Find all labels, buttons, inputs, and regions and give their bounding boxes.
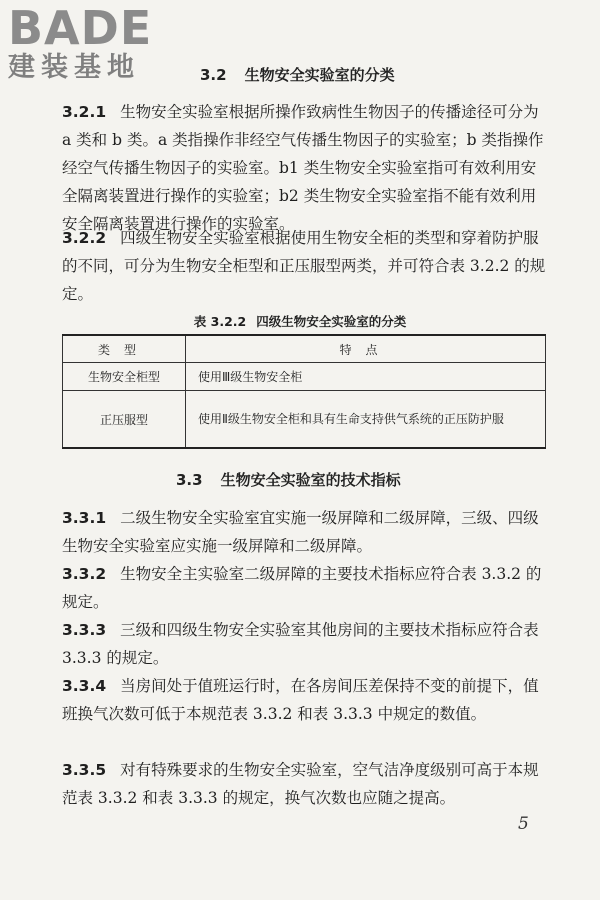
clause-text: 四级生物安全实验室根据使用生物安全柜的类型和穿着防护服的不同，可分为生物安全柜型和正压服型两类，并可符合表 3.2.2 的规定。 (62, 229, 546, 303)
clause-3-3-5 (62, 756, 547, 812)
table-caption-title: 四级生物安全实验室的分类 (256, 314, 407, 329)
clause-text: 当房间处于值班运行时，在各房间压差保持不变的前提下，值班换气次数可低于本规范表 3.3.2 和表 3.3.3 中规定的数值。 (62, 677, 539, 723)
clause-3-2-1 (62, 98, 547, 238)
bade-logo (8, 1, 198, 88)
section-title: 生物安全实验室的分类 (244, 66, 395, 84)
clause-3-3-1 (62, 504, 547, 560)
clause-text: 对有特殊要求的生物安全实验室，空气洁净度级别可高于本规范表 3.3.2 和表 3.3.3 的规定，换气次数也应随之提高。 (62, 761, 539, 807)
clause-number: 3.3.4 (62, 677, 107, 695)
clause-number: 3.2.1 (62, 103, 107, 121)
clause-3-3-2 (62, 560, 547, 616)
section-3-3-heading (176, 469, 401, 490)
table-row (63, 391, 546, 449)
clause-text: 二级生物安全实验室宜实施一级屏障和二级屏障，三级、四级生物安全实验室应实施一级屏障和二级屏障。 (62, 509, 539, 555)
page-number: 5 (518, 814, 529, 834)
clause-3-3-4 (62, 672, 547, 728)
clause-3-3-3 (62, 616, 547, 672)
clause-number: 3.3.2 (62, 565, 107, 583)
cell-feature: 使用Ⅱ级生物安全柜和具有生命支持供气系统的正压防护服 (186, 391, 546, 449)
logo-subtitle: 建装基地 (8, 52, 140, 83)
cell-type: 生物安全柜型 (63, 363, 186, 391)
clause-3-2-2 (62, 224, 547, 308)
cell-feature: 使用Ⅲ级生物安全柜 (186, 363, 546, 391)
table-row (63, 363, 546, 391)
section-number: 3.3 (176, 471, 203, 489)
clause-number: 3.3.3 (62, 621, 107, 639)
logo-wordmark: BADE (8, 1, 153, 55)
header-feature: 特点 (186, 335, 546, 363)
table-caption-number: 表 3.2.2 (193, 314, 247, 329)
table-header-row (63, 335, 546, 363)
section-number: 3.2 (200, 66, 227, 84)
clause-number: 3.2.2 (62, 229, 107, 247)
cell-type: 正压服型 (63, 391, 186, 449)
classification-table (62, 334, 546, 449)
header-type: 类型 (63, 335, 186, 363)
clause-text: 生物安全主实验室二级屏障的主要技术指标应符合表 3.3.2 的规定。 (62, 565, 542, 611)
clause-number: 3.3.1 (62, 509, 107, 527)
section-title: 生物安全实验室的技术指标 (220, 471, 401, 489)
section-3-2-heading (200, 64, 395, 85)
table-caption (0, 312, 600, 330)
clause-text: 生物安全实验室根据所操作致病性生物因子的传播途径可分为 a 类和 b 类。a 类指操作非经空气传播生物因子的实验室；b 类指操作经空气传播生物因子的实验室。b1 类生物安全实验室指可有效利用安全隔离装置进行操作的实验室；b2 类生物安全实验室指不能有效利用安全隔离装置进行操作的实验室。 (62, 103, 544, 233)
clause-number: 3.3.5 (62, 761, 107, 779)
clause-text: 三级和四级生物安全实验室其他房间的主要技术指标应符合表 3.3.3 的规定。 (62, 621, 539, 667)
